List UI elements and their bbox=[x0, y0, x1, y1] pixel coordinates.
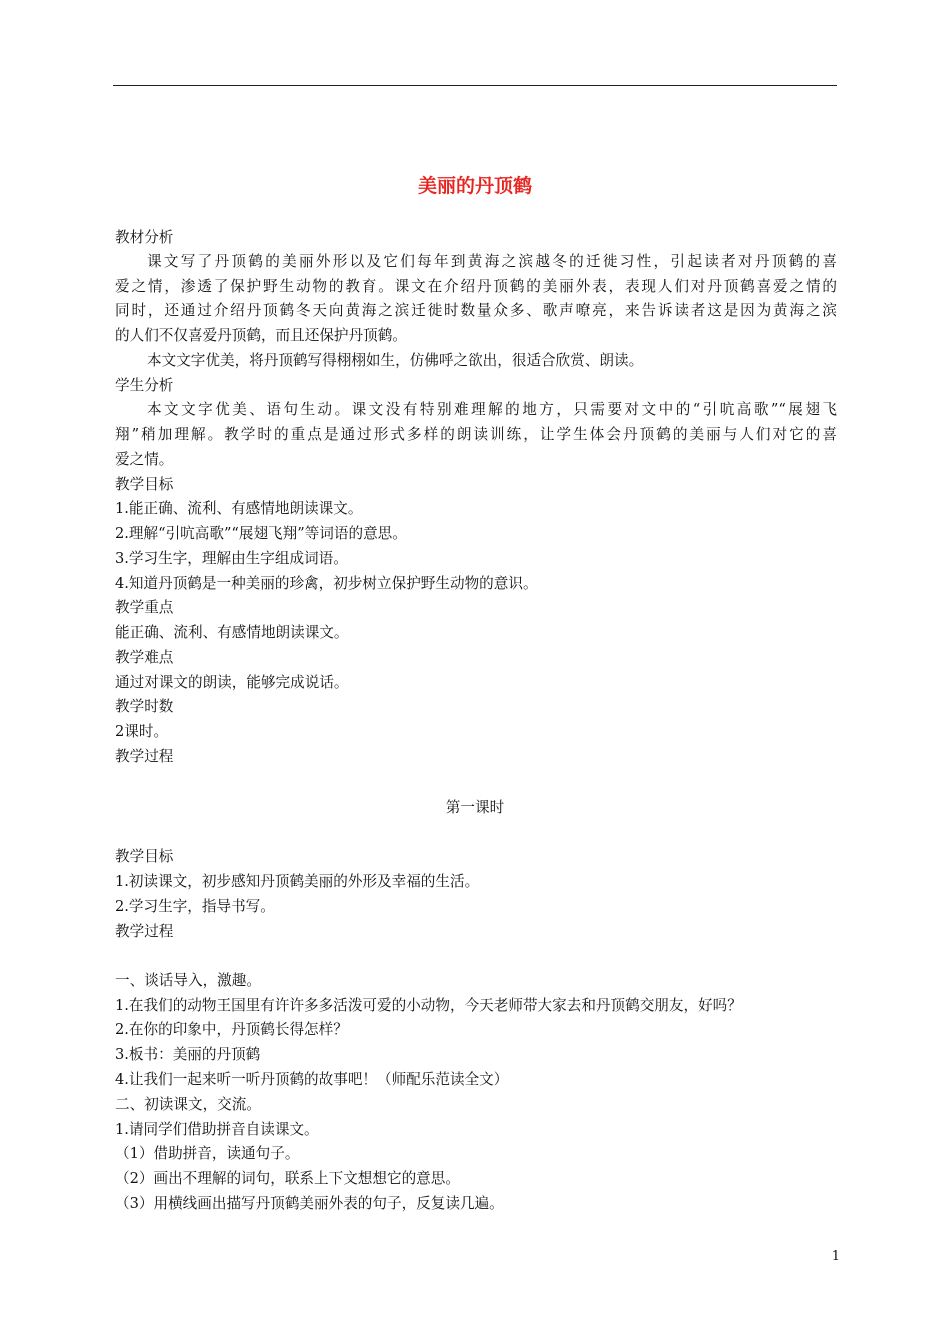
sub-list-item: （1）借助拼音，读通句子。 bbox=[115, 1145, 300, 1162]
paragraph-line: 翔”稍加理解。教学时的重点是通过形式多样的朗读训练，让学生体会丹顶鹤的美丽与人们对它的喜 bbox=[115, 426, 837, 443]
paragraph-line: 同时，还通过介绍丹顶鹤冬天向黄海之滨迁徙时数量众多、歌声嘹亮，来告诉读者这是因为黄海之滨 bbox=[115, 302, 837, 319]
step-heading: 二、初读课文，交流。 bbox=[115, 1096, 261, 1113]
header-rule bbox=[113, 85, 837, 86]
paragraph-line: 课文写了丹顶鹤的美丽外形以及它们每年到黄海之滨越冬的迁徙习性，引起读者对丹顶鹤的喜 bbox=[147, 253, 837, 270]
paragraph-line: 通过对课文的朗读，能够完成说话。 bbox=[115, 674, 349, 691]
sub-list-item: （2）画出不理解的词句，联系上下文想想它的意思。 bbox=[115, 1170, 460, 1187]
list-item: 3.学习生字，理解由生字组成词语。 bbox=[115, 550, 348, 567]
paragraph-line: 的人们不仅喜爱丹顶鹤，而且还保护丹顶鹤。 bbox=[115, 327, 407, 344]
heading-teaching-process: 教学过程 bbox=[115, 923, 174, 940]
list-item: 4.知道丹顶鹤是一种美丽的珍禽，初步树立保护野生动物的意识。 bbox=[115, 575, 538, 592]
sub-list-item: （3）用横线画出描写丹顶鹤美丽外表的句子，反复读几遍。 bbox=[115, 1195, 504, 1212]
paragraph-line: 爱之情，渗透了保护野生动物的教育。课文在介绍丹顶鹤的美丽外表，表现人们对丹顶鹤喜爱之情的 bbox=[115, 278, 837, 295]
heading-textbook-analysis: 教材分析 bbox=[115, 229, 174, 246]
section-heading-first-lesson: 第一课时 bbox=[445, 799, 505, 816]
heading-key-points: 教学重点 bbox=[115, 599, 174, 616]
page-number: 1 bbox=[831, 1249, 840, 1264]
list-item: 1.在我们的动物王国里有许许多多活泼可爱的小动物，今天老师带大家去和丹顶鹤交朋友，好吗？ bbox=[115, 997, 742, 1014]
list-item: 2.在你的印象中，丹顶鹤长得怎样？ bbox=[115, 1021, 348, 1038]
paragraph-line: 爱之情。 bbox=[115, 451, 174, 468]
heading-teaching-process: 教学过程 bbox=[115, 748, 174, 765]
heading-class-hours: 教学时数 bbox=[115, 698, 174, 715]
list-item: 1.请同学们借助拼音自读课文。 bbox=[115, 1121, 319, 1138]
document-title: 美丽的丹顶鹤 bbox=[417, 175, 532, 197]
list-item: 1.能正确、流利、有感情地朗读课文。 bbox=[115, 500, 363, 517]
heading-difficulties: 教学难点 bbox=[115, 649, 174, 666]
heading-student-analysis: 学生分析 bbox=[115, 377, 174, 394]
paragraph-line: 本文文字优美、语句生动。课文没有特别难理解的地方，只需要对文中的“引吭高歌”“展翅飞 bbox=[147, 401, 837, 418]
paragraph-line: 本文文字优美，将丹顶鹤写得栩栩如生，仿佛呼之欲出，很适合欣赏、朗读。 bbox=[147, 352, 644, 369]
heading-teaching-goals: 教学目标 bbox=[115, 476, 174, 493]
list-item: 3.板书：美丽的丹顶鹤 bbox=[115, 1046, 261, 1063]
step-heading: 一、谈话导入，激趣。 bbox=[115, 972, 261, 989]
list-item: 4.让我们一起来听一听丹顶鹤的故事吧！（师配乐范读全文） bbox=[115, 1071, 509, 1088]
list-item: 2.学习生字，指导书写。 bbox=[115, 898, 275, 915]
heading-teaching-goals: 教学目标 bbox=[115, 848, 174, 865]
paragraph-line: 2课时。 bbox=[115, 723, 169, 740]
list-item: 2.理解“引吭高歌”“展翅飞翔”等词语的意思。 bbox=[115, 525, 407, 542]
list-item: 1.初读课文，初步感知丹顶鹤美丽的外形及幸福的生活。 bbox=[115, 873, 480, 890]
paragraph-line: 能正确、流利、有感情地朗读课文。 bbox=[115, 624, 349, 641]
